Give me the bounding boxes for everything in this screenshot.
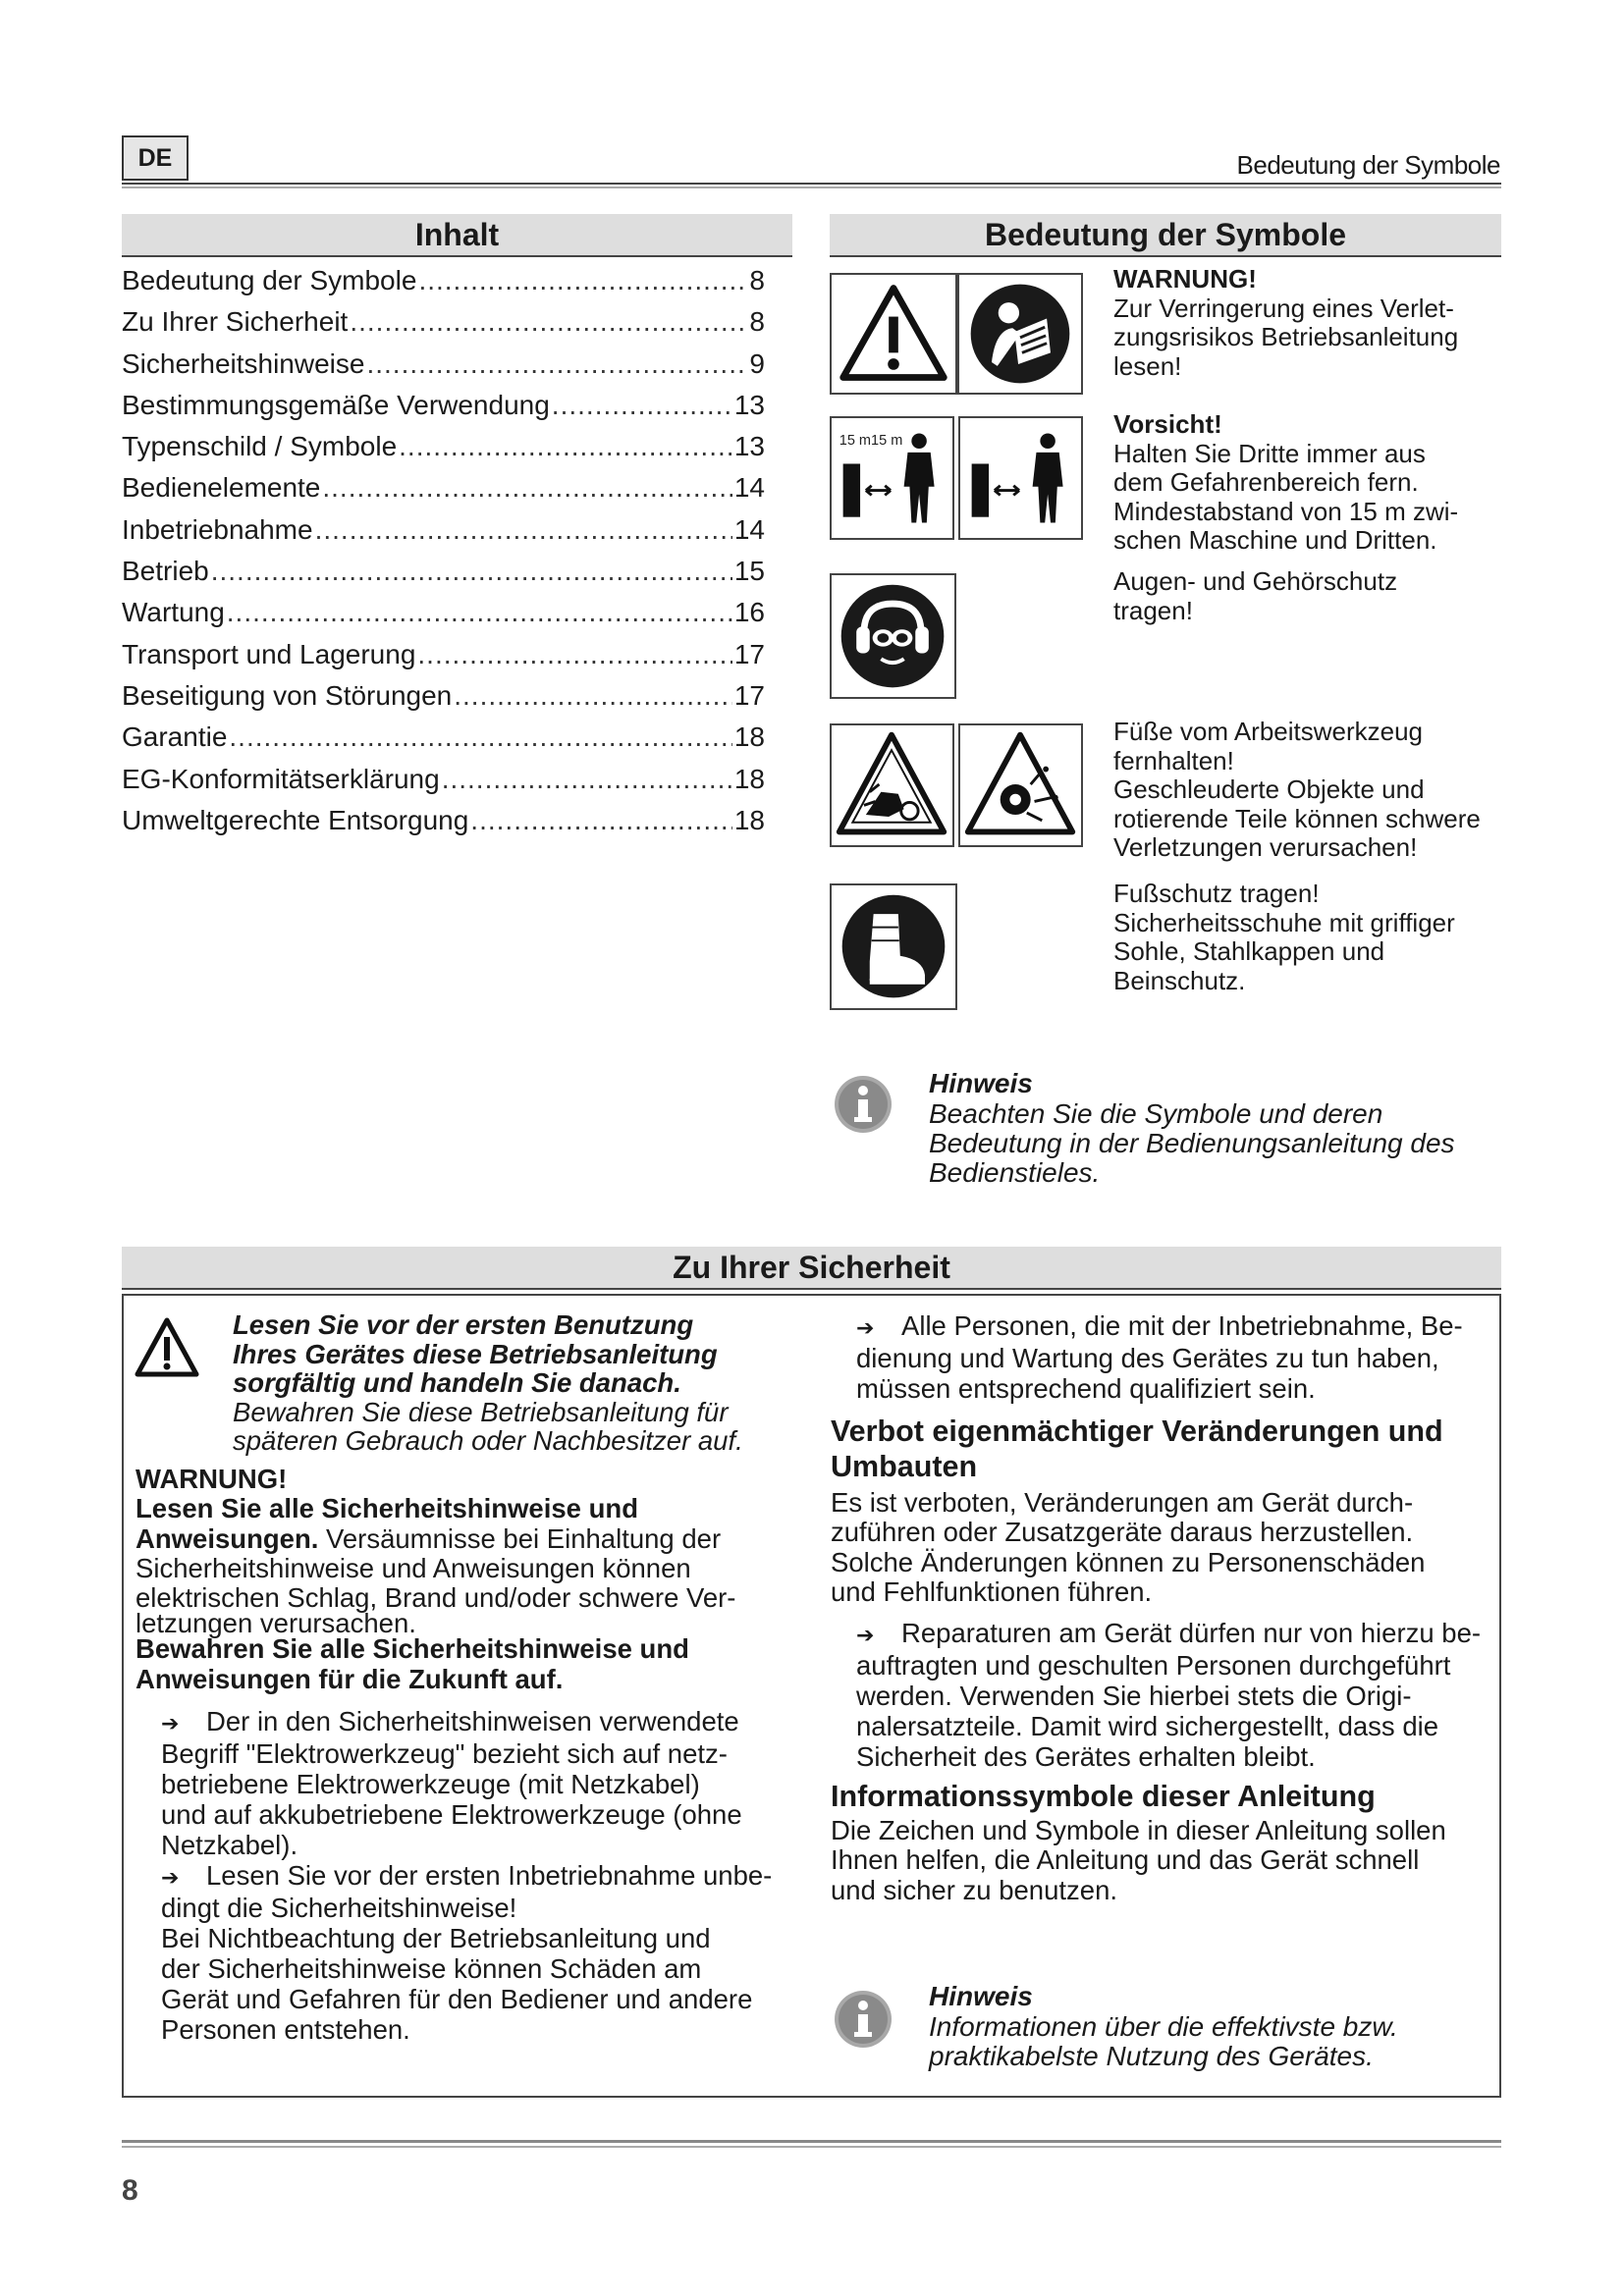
toc-entry-title: Sicherheitshinweise — [122, 347, 365, 379]
bullet-line: ➔ Der in den Sicherheitshinweisen verwendete — [161, 1706, 739, 1736]
toc-entry-title: Betrieb — [122, 556, 209, 587]
feet-line: Füße vom Arbeitswerkzeug — [1113, 717, 1424, 746]
toc-dot-leader — [442, 764, 732, 795]
bullet-line: Bei Nichtbeachtung der Betriebsanleitung und — [161, 1923, 711, 1953]
safety-boot-icon — [832, 885, 955, 1008]
caution-line: schen Maschine und Dritten. — [1113, 525, 1437, 555]
toc-entry-page: 8 — [749, 306, 765, 338]
warning-block-line: elektrischen Schlag, Brand und/oder schwere Ver- — [135, 1582, 736, 1614]
toc-entry-page: 17 — [733, 679, 765, 711]
toc-dot-leader — [552, 390, 732, 421]
caution-line: Mindestabstand von 15 m zwi- — [1113, 496, 1459, 526]
info-symbols-line: und sicher zu benutzen. — [831, 1874, 1117, 1905]
modifications-line: zuführen oder Zusatzgeräte daraus herzustellen. — [831, 1517, 1414, 1548]
toc-dot-leader — [366, 348, 747, 380]
bullet-line: betriebene Elektrowerkzeuge (mit Netzkabel) — [161, 1769, 700, 1799]
symbols-hint — [929, 1068, 1498, 1188]
language-badge: DE — [122, 135, 189, 181]
info-symbols-heading: Informationssymbole dieser Anleitung — [831, 1780, 1376, 1813]
toc-entry — [122, 680, 765, 721]
modifications-heading: Verbot eigenmächtiger Veränderungen und — [831, 1415, 1443, 1448]
toc-entry — [122, 514, 765, 556]
footwear-description — [1113, 880, 1496, 995]
toc-entry-page: 15 — [733, 556, 765, 587]
modifications-section — [831, 1414, 1498, 1607]
info-symbols-section — [831, 1779, 1498, 1905]
bullet-line: der Sicherheitshinweise können Schäden am — [161, 1953, 702, 1984]
toc-heading: Inhalt — [122, 214, 792, 257]
toc-dot-leader — [418, 265, 747, 296]
caution-description — [1113, 410, 1496, 556]
warning-block-text: Versäumnisse bei Einhaltung der — [318, 1522, 722, 1554]
toc-entry-page: 16 — [733, 597, 765, 628]
warning-block-title: WARNUNG! — [135, 1464, 288, 1494]
page-number: 8 — [122, 2174, 138, 2207]
toc-entry — [122, 348, 765, 390]
keep-instructions-line: Bewahren Sie alle Sicherheitshinweise und — [135, 1633, 689, 1665]
feet-away-icon — [832, 725, 952, 845]
toc-entry-title: Typenschild / Symbole — [122, 431, 398, 462]
toc-entry-title: Umweltgerechte Entsorgung — [122, 804, 469, 835]
arrow-icon: ➔ — [856, 1315, 875, 1340]
protection-line: Augen- und Gehörschutz — [1113, 566, 1398, 596]
toc-entry — [122, 472, 765, 513]
distance-symbol-right — [958, 416, 1083, 540]
toc-entry-page: 14 — [733, 472, 765, 504]
caution-title: Vorsicht! — [1113, 409, 1222, 439]
toc-entry-title: Zu Ihrer Sicherheit — [122, 306, 349, 338]
thrown-objects-symbol — [958, 723, 1083, 847]
warning-block-line: Sicherheitshinweise und Anweisungen können — [135, 1552, 691, 1583]
toc-entry — [122, 556, 765, 597]
modifications-line: und Fehlfunktionen führen. — [831, 1575, 1153, 1607]
toc-entry — [122, 721, 765, 763]
read-manual-icon — [959, 275, 1081, 393]
footwear-line: Fußschutz tragen! — [1113, 879, 1320, 908]
toc-entry — [122, 805, 765, 846]
footwear-line: Sohle, Stahlkappen und — [1113, 936, 1385, 966]
read-manual-symbol — [957, 273, 1083, 395]
safety-heading: Zu Ihrer Sicherheit — [122, 1247, 1501, 1290]
intro-line: Lesen Sie vor der ersten Benutzung — [233, 1309, 694, 1340]
caution-line: dem Gefahrenbereich fern. — [1113, 467, 1419, 497]
bullet-line: Begriff "Elektrowerkzeug" bezieht sich auf netz- — [161, 1738, 728, 1769]
distance-symbol-left — [830, 416, 954, 540]
bullet-line: und auf akkubetriebene Elektrowerkzeuge (ohne — [161, 1799, 742, 1830]
toc-entry-title: Garantie — [122, 721, 228, 753]
toc-entry-title: EG-Konformitätserklärung — [122, 763, 440, 794]
info-icon — [833, 1074, 893, 1135]
bullet-line: Personen entstehen. — [161, 2014, 410, 2045]
bullet-line: Sicherheit des Gerätes erhalten bleibt. — [856, 1741, 1316, 1772]
info-icon — [833, 1989, 893, 2050]
toc-entry-title: Transport und Lagerung — [122, 638, 416, 669]
toc-entry — [122, 265, 765, 306]
bullet-electric-tools — [161, 1706, 829, 2045]
toc-entry-page: 13 — [733, 389, 765, 420]
info-symbols-line: Ihnen helfen, die Anleitung und das Gerät schnell — [831, 1844, 1420, 1876]
feet-line: rotierende Teile können schwere — [1113, 803, 1481, 833]
protection-description — [1113, 567, 1496, 625]
toc-entry-title: Bestimmungsgemäße Verwendung — [122, 389, 550, 420]
hint-title: Hinweis — [929, 1981, 1033, 2011]
modifications-line: Es ist verboten, Veränderungen am Gerät durch- — [831, 1487, 1414, 1518]
toc-entry — [122, 764, 765, 805]
toc-entry — [122, 431, 765, 472]
toc-dot-leader — [315, 514, 732, 546]
toc-entry-page: 14 — [733, 513, 765, 545]
symbols-heading: Bedeutung der Symbole — [830, 214, 1501, 257]
warning-block-line — [135, 1524, 823, 1554]
toc-dot-leader — [454, 680, 732, 712]
toc-entry — [122, 597, 765, 638]
hint-line: Informationen über die effektivste bzw. — [929, 2011, 1398, 2042]
modifications-line: Solche Änderungen können zu Personenschäden — [831, 1546, 1426, 1577]
warning-triangle-icon — [134, 1315, 200, 1382]
intro-line: Ihres Gerätes diese Betriebsanleitung — [233, 1338, 718, 1369]
toc-dot-leader — [322, 472, 731, 504]
keep-distance-icon — [832, 418, 952, 538]
hint-title: Hinweis — [929, 1068, 1033, 1098]
toc-entry-page: 13 — [733, 431, 765, 462]
keep-instructions-line: Anweisungen für die Zukunft auf. — [135, 1663, 564, 1694]
toc-entry-title: Beseitigung von Störungen — [122, 679, 453, 711]
feet-line: Geschleuderte Objekte und — [1113, 774, 1425, 804]
toc-entry-page: 8 — [749, 265, 765, 295]
toc-entry-page: 18 — [733, 763, 765, 794]
arrow-icon: ➔ — [161, 1865, 180, 1890]
feet-description — [1113, 718, 1506, 863]
caution-line: Halten Sie Dritte immer aus — [1113, 438, 1426, 468]
warning-triangle-symbol — [830, 273, 957, 395]
eye-ear-protection-symbol — [830, 573, 956, 699]
toc-dot-leader — [399, 431, 732, 462]
warning-title: WARNUNG! — [1113, 264, 1257, 294]
toc-entry-title: Bedienelemente — [122, 472, 321, 504]
toc-entry — [122, 639, 765, 680]
bullet-qualified-persons — [856, 1310, 1500, 1404]
toc-dot-leader — [350, 306, 747, 338]
warning-line: Zur Verringerung eines Verlet- — [1113, 293, 1454, 323]
eye-ear-protection-icon — [832, 575, 954, 697]
hint-line: praktikabelste Nutzung des Gerätes. — [929, 2041, 1374, 2071]
toc-dot-leader — [229, 721, 731, 753]
modifications-heading: Umbauten — [831, 1450, 978, 1483]
bullet-line: Netzkabel). — [161, 1830, 298, 1860]
toc-entry — [122, 390, 765, 431]
toc-entry-title: Inbetriebnahme — [122, 513, 313, 545]
feet-line: fernhalten! — [1113, 745, 1234, 775]
footwear-line: Sicherheitsschuhe mit griffiger — [1113, 907, 1455, 937]
safety-hint — [929, 1981, 1498, 2071]
keep-distance-person-icon — [960, 418, 1081, 538]
warning-triangle-icon — [832, 275, 955, 393]
bullet-line: dienung und Wartung des Gerätes zu tun haben, — [856, 1343, 1439, 1373]
intro-line: späteren Gebrauch oder Nachbesitzer auf. — [233, 1425, 743, 1456]
bullet-line: müssen entsprechend qualifiziert sein. — [856, 1373, 1316, 1404]
toc-entry-title: Bedeutung der Symbole — [122, 265, 417, 295]
bullet-line: werden. Verwenden Sie hierbei stets die Origi- — [856, 1681, 1412, 1711]
toc-dot-leader — [211, 556, 732, 587]
warning-block-line: letzungen verursachen. — [135, 1608, 416, 1639]
bullet-repairs — [856, 1618, 1500, 1772]
warning-line: lesen! — [1113, 350, 1182, 381]
warning-block — [135, 1465, 823, 1694]
feet-line: Verletzungen verursachen! — [1113, 832, 1418, 862]
header-divider — [122, 183, 1501, 188]
toc-dot-leader — [470, 805, 732, 836]
toc-entry-title: Wartung — [122, 597, 225, 628]
protection-line: tragen! — [1113, 595, 1193, 625]
intro-line: Bewahren Sie diese Betriebsanleitung für — [233, 1396, 729, 1427]
running-header-title: Bedeutung der Symbole — [1236, 150, 1500, 180]
warning-block-bold: Anweisungen. — [135, 1522, 319, 1554]
toc-entry-page: 17 — [733, 638, 765, 669]
toc-entry-page: 9 — [749, 347, 765, 379]
hint-line: Beachten Sie die Symbole und deren — [929, 1098, 1383, 1129]
intro-line: sorgfältig und handeln Sie danach. — [233, 1367, 681, 1398]
table-of-contents — [122, 265, 765, 846]
hint-line: Bedeutung in der Bedienungsanleitung des — [929, 1128, 1455, 1158]
thrown-objects-icon — [960, 725, 1081, 845]
info-symbols-line: Die Zeichen und Symbole in dieser Anleitung sollen — [831, 1815, 1446, 1845]
arrow-icon: ➔ — [856, 1623, 875, 1647]
bullet-line: dingt die Sicherheitshinweise! — [161, 1893, 517, 1923]
warning-line: zungsrisikos Betriebsanleitung — [1113, 322, 1459, 351]
bullet-line: ➔ Alle Personen, die mit der Inbetriebnahme, Be- — [856, 1310, 1463, 1341]
warning-description — [1113, 265, 1496, 381]
warning-block-line: Lesen Sie alle Sicherheitshinweise und — [135, 1493, 638, 1524]
bullet-line: nalersatzteile. Damit wird sichergestellt, dass die — [856, 1711, 1439, 1741]
footer-divider — [122, 2140, 1501, 2148]
intro-text — [233, 1310, 822, 1456]
footwear-line: Beinschutz. — [1113, 965, 1246, 995]
bullet-line: auftragten und geschulten Personen durchgeführt — [856, 1650, 1451, 1681]
feet-hazard-symbol — [830, 723, 954, 847]
bullet-line: ➔ Reparaturen am Gerät dürfen nur von hierzu be- — [856, 1618, 1482, 1648]
toc-dot-leader — [227, 597, 732, 628]
foot-protection-symbol — [830, 883, 957, 1010]
toc-entry — [122, 306, 765, 347]
toc-entry-page: 18 — [733, 721, 765, 753]
toc-entry-page: 18 — [733, 804, 765, 835]
arrow-icon: ➔ — [161, 1711, 180, 1735]
distance-label: 15 m15 m — [839, 433, 903, 450]
toc-dot-leader — [417, 639, 731, 670]
bullet-line: Gerät und Gefahren für den Bediener und andere — [161, 1984, 753, 2014]
bullet-line: ➔ Lesen Sie vor der ersten Inbetriebnahme unbe- — [161, 1860, 773, 1891]
hint-line: Bedienstieles. — [929, 1157, 1101, 1188]
